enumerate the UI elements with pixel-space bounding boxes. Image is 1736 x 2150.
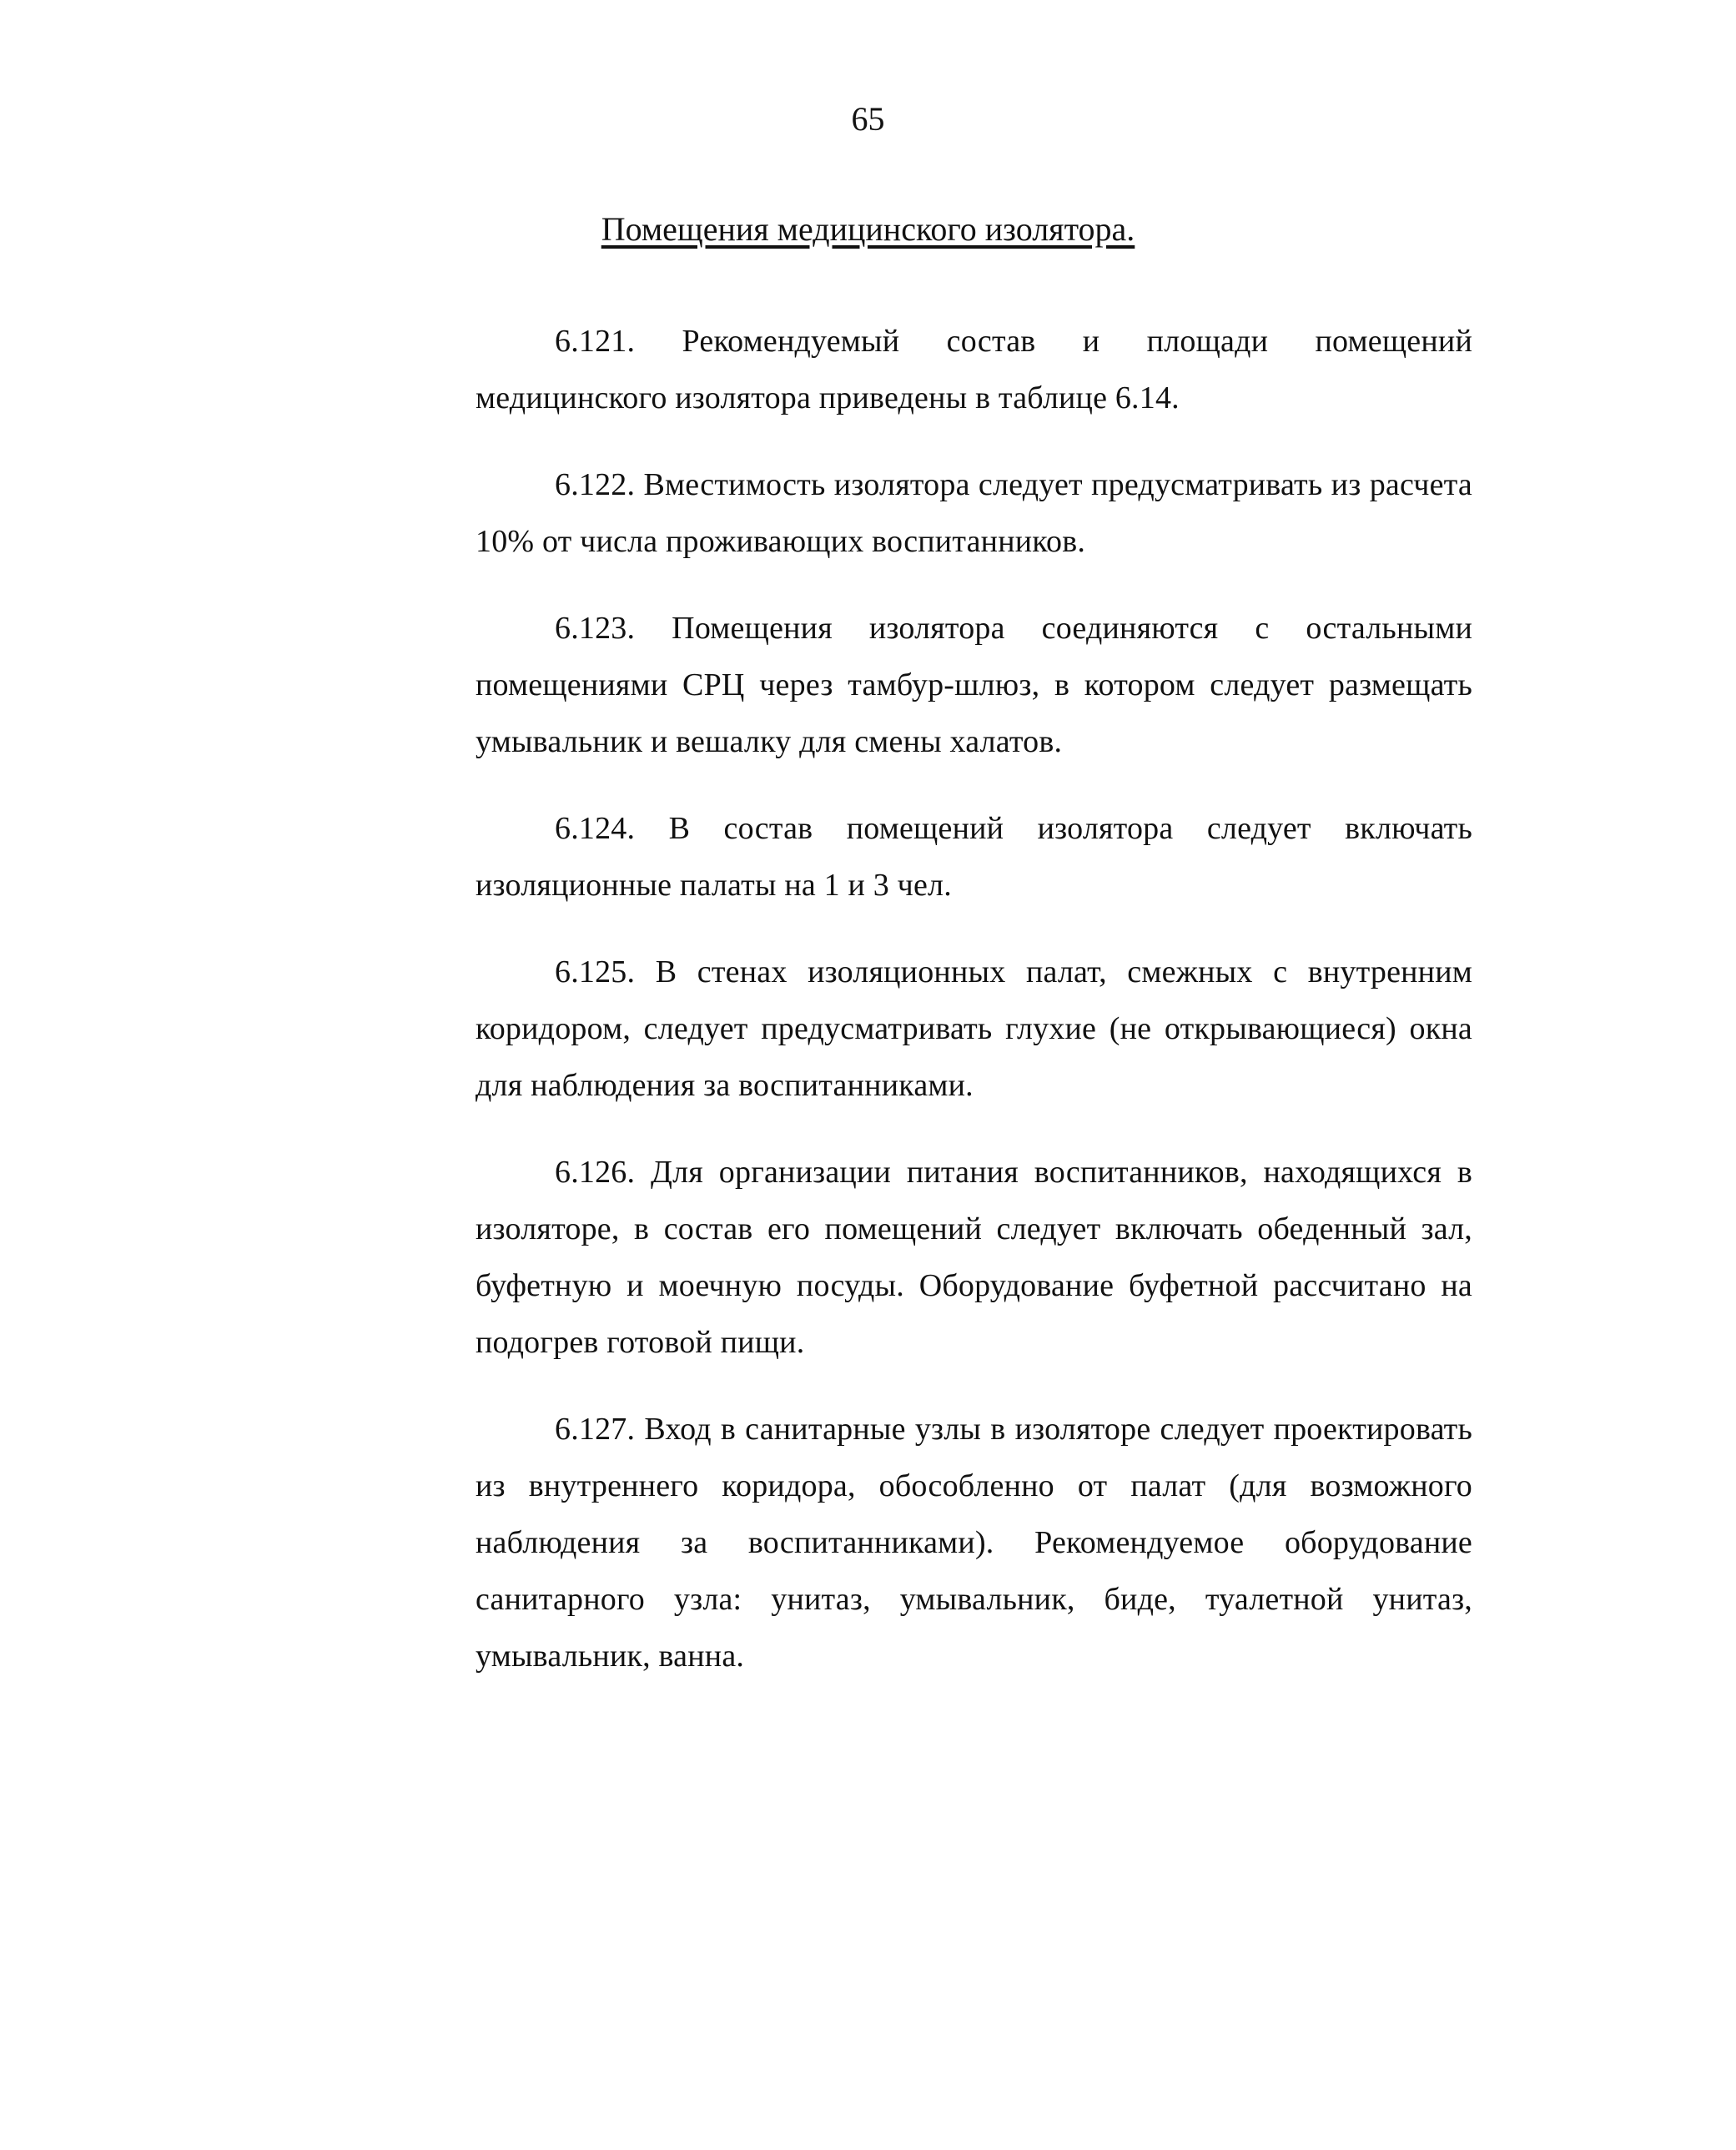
paragraph-6-123: 6.123. Помещения изолятора соединяются с остальными помещениями СРЦ через тамбур-шлюз, в котором следует размещать умывальник и вешалку для смены халатов. (476, 611, 1472, 759)
paragraph-6-126: 6.126. Для организации питания воспитанников, находящихся в изоляторе, в состав его помещений следует включать обеденный зал, буфетную и моечную посуды. Оборудование буфетной рассчитано на подогрев готовой пищи. (476, 1155, 1472, 1360)
document-body (476, 313, 1472, 1714)
paragraph-6-124: 6.124. В состав помещений изолятора следует включать изоляционные палаты на 1 и 3 чел. (476, 811, 1472, 903)
page-number: 65 (851, 100, 885, 138)
paragraph-6-121: 6.121. Рекомендуемый состав и площади помещений медицинского изолятора приведены в таблице 6.14. (476, 324, 1472, 415)
paragraph-6-122: 6.122. Вместимость изолятора следует предусматривать из расчета 10% от числа проживающих воспитанников. (476, 467, 1472, 559)
paragraph-6-127: 6.127. Вход в санитарные узлы в изоляторе следует проектировать из внутреннего коридора, обособленно от палат (для возможного наблюдения за воспитанниками). Рекомендуемое оборудование санитарного узла: унитаз, умывальник, биде, туалетной унитаз, умывальник, ванна. (476, 1412, 1472, 1674)
paragraph-6-125: 6.125. В стенах изоляционных палат, смежных с внутренним коридором, следует предусматривать глухие (не открывающиеся) окна для наблюдения за воспитанниками. (476, 954, 1472, 1103)
section-title: Помещения медицинского изолятора. (601, 210, 1135, 248)
